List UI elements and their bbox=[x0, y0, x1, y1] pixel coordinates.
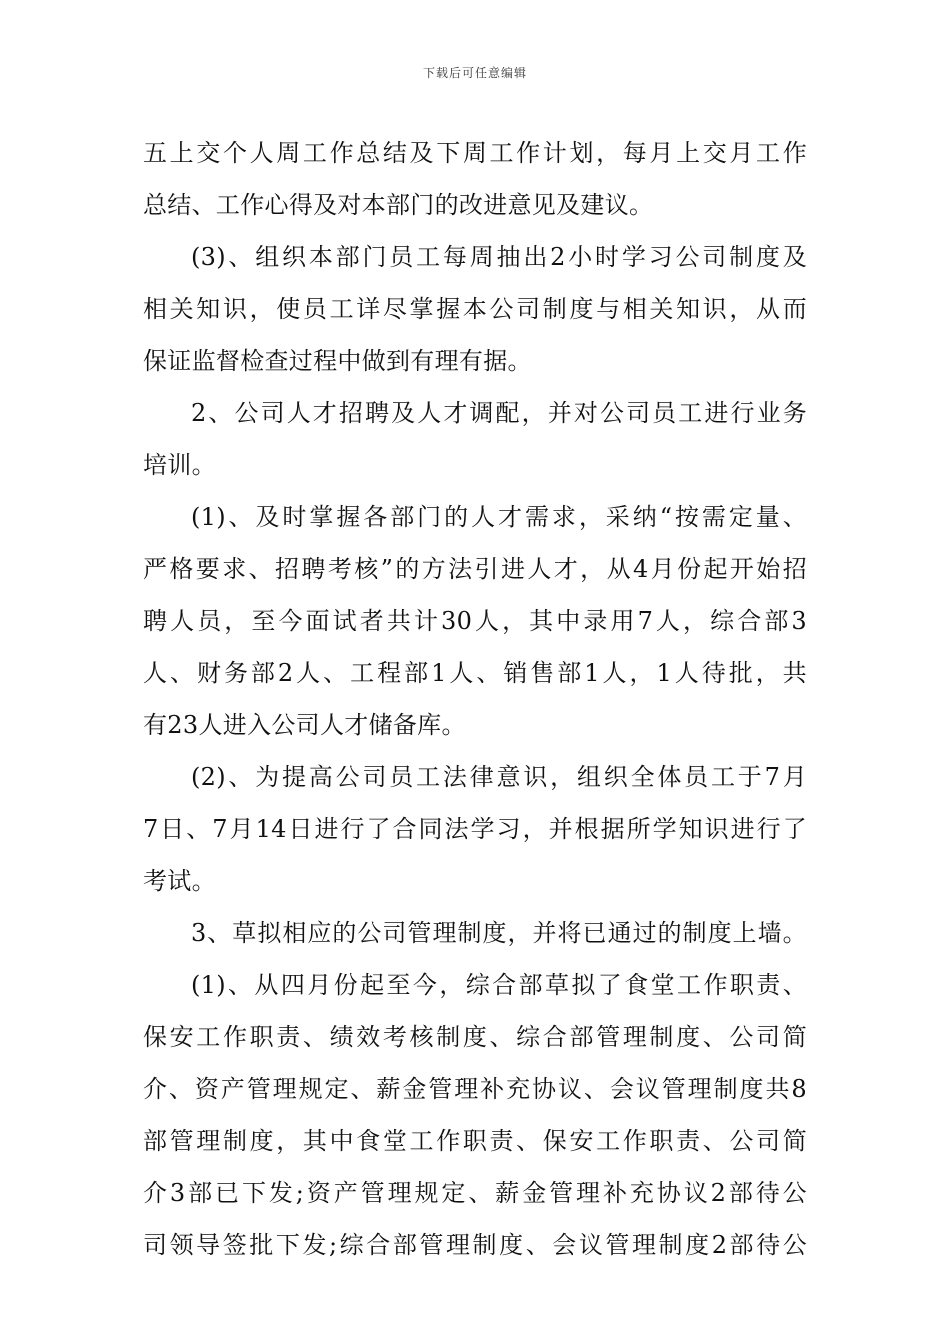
text-line: 保安工作职责、绩效考核制度、综合部管理制度、公司简 bbox=[143, 1023, 807, 1051]
text-line: 司领导签批下发;综合部管理制度、会议管理制度2部待公 bbox=[143, 1231, 807, 1259]
text-line: 五上交个人周工作总结及下周工作计划，每月上交月工作 bbox=[143, 139, 807, 167]
text-line: (3)、组织本部门员工每周抽出2小时学习公司制度及 bbox=[191, 243, 807, 271]
text-line: 严格要求、招聘考核”的方法引进人才，从4月份起开始招 bbox=[143, 555, 807, 583]
text-line: 2、公司人才招聘及人才调配，并对公司员工进行业务 bbox=[191, 399, 807, 427]
text-line: (1)、及时掌握各部门的人才需求，采纳“按需定量、 bbox=[191, 503, 807, 531]
page-header: 下载后可任意编辑 bbox=[422, 66, 527, 80]
text-line: (1)、从四月份起至今，综合部草拟了食堂工作职责、 bbox=[191, 971, 807, 999]
text-line: 介3部已下发;资产管理规定、薪金管理补充协议2部待公 bbox=[143, 1179, 807, 1207]
document-body bbox=[143, 127, 807, 1271]
text-line: 有23人进入公司人才储备库。 bbox=[143, 711, 466, 739]
text-line: 考试。 bbox=[143, 867, 216, 895]
text-line: 部管理制度，其中食堂工作职责、保安工作职责、公司简 bbox=[143, 1127, 807, 1155]
text-line: 总结、工作心得及对本部门的改进意见及建议。 bbox=[143, 191, 654, 219]
text-line: 相关知识，使员工详尽掌握本公司制度与相关知识，从而 bbox=[143, 295, 807, 323]
text-line: 培训。 bbox=[143, 451, 216, 479]
text-line: 聘人员，至今面试者共计30人，其中录用7人，综合部3 bbox=[143, 607, 807, 635]
text-line: 保证监督检查过程中做到有理有据。 bbox=[143, 347, 532, 375]
text-line: 7日、7月14日进行了合同法学习，并根据所学知识进行了 bbox=[143, 815, 807, 843]
text-line: 人、财务部2人、工程部1人、销售部1人，1人待批，共 bbox=[143, 659, 807, 687]
text-line: (2)、为提高公司员工法律意识，组织全体员工于7月 bbox=[191, 763, 807, 791]
text-line: 3、草拟相应的公司管理制度，并将已通过的制度上墙。 bbox=[191, 919, 807, 947]
text-line: 介、资产管理规定、薪金管理补充协议、会议管理制度共8 bbox=[143, 1075, 807, 1103]
